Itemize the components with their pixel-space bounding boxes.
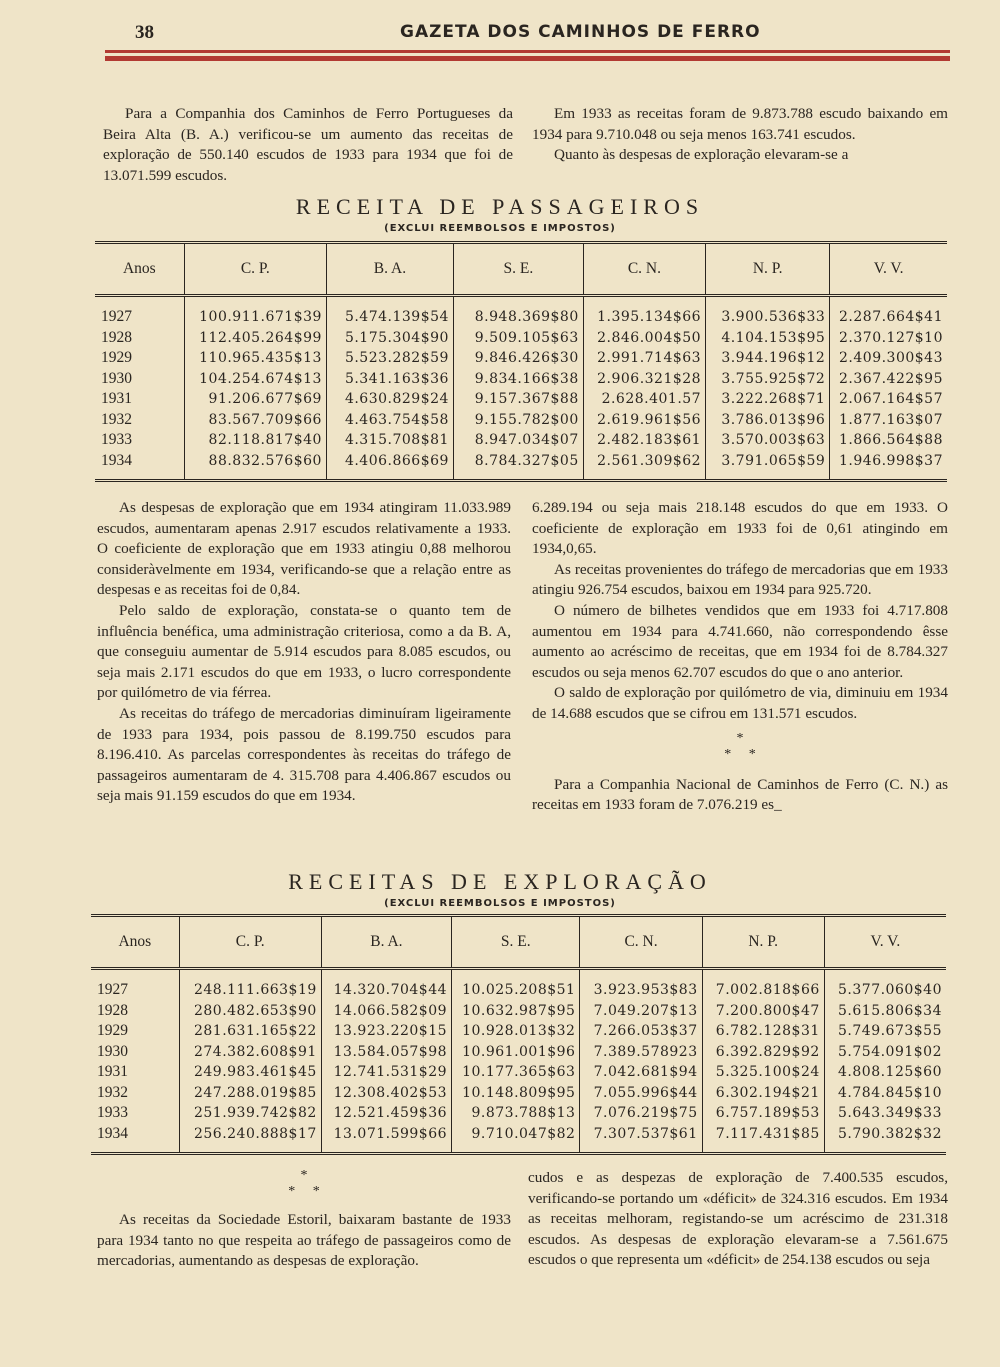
body-paragraph: O saldo de exploração por quilómetro de via, diminuiu em 1934 de 14.688 escudos que se cifrou em 131.571 escudos. [532,684,948,722]
intro-right-column [532,104,948,166]
value-cell: 2.561.309$62 [583,451,705,481]
year-cell: 1931 [97,1063,128,1081]
value-cell: 10.928.013$32 [452,1021,580,1042]
year-cell: 1930 [101,369,132,387]
section-separator-stars [97,1168,511,1200]
value-cell: 10.025.208$51 [452,969,580,1001]
table-row [91,1001,946,1022]
value-cell: 5.523.282$59 [326,348,453,369]
value-cell: 274.382.608$91 [179,1042,321,1063]
middle-left-column [97,498,511,807]
table-row [95,430,947,451]
value-cell: 3.923.953$83 [580,969,702,1001]
year-cell: 1932 [97,1083,128,1101]
value-cell: 10.961.001$96 [452,1042,580,1063]
value-cell: 248.111.663$19 [179,969,321,1001]
value-cell: 14.066.582$09 [321,1001,451,1022]
body-paragraph: As despesas de exploração que em 1934 atingiram 11.033.989 escudos, aumentaram apenas 2.917 escudos relativamente a 1933. O coeficiente de exploração que em 1933 atingiu 0,88 melhorou consideràvelmente em 1934, verificando-se que a relação entre as despesas e as receitas foi de 0,84. [97,499,511,599]
value-cell: 2.906.321$28 [583,369,705,390]
bottom-left-column [97,1168,511,1272]
value-cell: 104.254.674$13 [184,369,326,390]
year-cell: 1927 [97,981,128,999]
body-paragraph: As receitas do tráfego de mercadorias diminuíram ligeiramente de 1933 para 1934, pois passou de 8.199.750 escudos para 8.196.410. As parcelas correspondentes às receitas do tráfego de passageiros aumentaram de 4. 315.708 para 4.406.867 escudos ou seja mais 91.159 escudos do que em 1934. [97,704,511,805]
year-cell: 1929 [101,349,132,367]
value-cell: 8.947.034$07 [453,430,583,451]
value-cell: 3.755.925$72 [706,369,830,390]
value-cell: 2.482.183$61 [583,430,705,451]
table-row [95,389,947,410]
value-cell: 280.482.653$90 [179,1001,321,1022]
column-header: B. A. [326,243,453,296]
column-header: B. A. [321,916,451,969]
value-cell: 100.911.671$39 [184,296,326,328]
value-cell: 8.948.369$80 [453,296,583,328]
value-cell: 5.615.806$34 [824,1001,946,1022]
value-cell: 4.784.845$10 [824,1083,946,1104]
value-cell: 9.157.367$88 [453,389,583,410]
year-cell: 1927 [101,308,132,326]
year-cell: 1934 [101,451,132,469]
value-cell: 2.367.422$95 [830,369,947,390]
value-cell: 247.288.019$85 [179,1083,321,1104]
value-cell: 2.370.127$10 [830,328,947,349]
table-row [91,1103,946,1124]
value-cell: 256.240.888$17 [179,1124,321,1154]
intro-left-column [103,104,513,186]
value-cell: 6.757.189$53 [702,1103,824,1124]
value-cell: 2.628.401.57 [583,389,705,410]
value-cell: 2.619.961$56 [583,410,705,431]
value-cell: 9.509.105$63 [453,328,583,349]
value-cell: 10.148.809$95 [452,1083,580,1104]
column-header: N. P. [706,243,830,296]
value-cell: 13.584.057$98 [321,1042,451,1063]
value-cell: 13.923.220$15 [321,1021,451,1042]
table-header-row [91,916,946,969]
value-cell: 7.266.053$37 [580,1021,702,1042]
value-cell: 7.200.800$47 [702,1001,824,1022]
value-cell: 5.175.304$90 [326,328,453,349]
column-header: C. P. [179,916,321,969]
year-cell: 1932 [101,410,132,428]
value-cell: 9.846.426$30 [453,348,583,369]
value-cell: 5.325.100$24 [702,1062,824,1083]
value-cell: 4.406.866$69 [326,451,453,481]
value-cell: 5.749.673$55 [824,1021,946,1042]
value-cell: 91.206.677$69 [184,389,326,410]
table-subtitle: (EXCLUI REEMBOLSOS E IMPOSTOS) [384,898,616,909]
value-cell: 3.944.196$12 [706,348,830,369]
header-rule-thick [105,56,950,61]
value-cell: 3.570.003$63 [706,430,830,451]
column-header: V. V. [824,916,946,969]
value-cell: 88.832.576$60 [184,451,326,481]
bottom-right-column [528,1168,948,1271]
header-rule [105,50,950,53]
value-cell: 112.405.264$99 [184,328,326,349]
section-separator-stars [532,731,948,763]
value-cell: 6.392.829$92 [702,1042,824,1063]
year-cell: 1929 [97,1022,128,1040]
value-cell: 2.846.004$50 [583,328,705,349]
year-cell: 1928 [97,1001,128,1019]
value-cell: 5.474.139$54 [326,296,453,328]
value-cell: 4.630.829$24 [326,389,453,410]
column-header: C. N. [580,916,702,969]
table-row [91,1083,946,1104]
operating-revenue-table [91,914,946,1155]
value-cell: 9.873.788$13 [452,1103,580,1124]
table-row [95,328,947,349]
table-row [91,1021,946,1042]
value-cell: 5.341.163$36 [326,369,453,390]
value-cell: 5.643.349$33 [824,1103,946,1124]
value-cell: 2.991.714$63 [583,348,705,369]
body-paragraph: 6.289.194 ou seja mais 218.148 escudos do que em 1933. O coeficiente de exploração em 1933 foi de 0,61 atingindo em 1934,0,65. [532,499,948,558]
value-cell: 3.791.065$59 [706,451,830,481]
intro-paragraph: Em 1933 as receitas foram de 9.873.788 escudo baixando em 1934 para 9.710.048 ou seja menos 163.741 escudos. [532,105,948,143]
value-cell: 1.946.998$37 [830,451,947,481]
body-paragraph: As receitas provenientes do tráfego de mercadorias que em 1933 atingiu 926.754 escudos, baixou em 1934 para 925.720. [532,560,948,599]
value-cell: 82.118.817$40 [184,430,326,451]
column-header: V. V. [830,243,947,296]
value-cell: 7.076.219$75 [580,1103,702,1124]
table-title: RECEITA DE PASSAGEIROS [295,194,705,219]
body-paragraph: Pelo saldo de exploração, constata-se o quanto tem de influência benéfica, uma administração criteriosa, como a da B. A, que conseguiu aumentar de 5.914 escudos para 8.085 escudos, ou seja mais 2.171 escudos do que em 1933, o lucro correspondente por quilómetro de via férrea. [97,601,511,702]
value-cell: 7.049.207$13 [580,1001,702,1022]
table-row [91,1124,946,1154]
value-cell: 7.055.996$44 [580,1083,702,1104]
table-title: RECEITAS DE EXPLORAÇÃO [288,869,712,894]
page-number: 38 [135,22,154,43]
year-cell: 1931 [101,390,132,408]
value-cell: 5.790.382$32 [824,1124,946,1154]
table-row [95,296,947,328]
value-cell: 4.808.125$60 [824,1062,946,1083]
column-header: S. E. [453,243,583,296]
value-cell: 281.631.165$22 [179,1021,321,1042]
table-row [95,410,947,431]
value-cell: 7.117.431$85 [702,1124,824,1154]
value-cell: 3.900.536$33 [706,296,830,328]
value-cell: 4.104.153$95 [706,328,830,349]
value-cell: 6.302.194$21 [702,1083,824,1104]
star: * [300,1168,308,1183]
value-cell: 9.155.782$00 [453,410,583,431]
value-cell: 13.071.599$66 [321,1124,451,1154]
value-cell: 9.710.047$82 [452,1124,580,1154]
table-row [95,348,947,369]
table-header-row [95,243,947,296]
value-cell: 3.222.268$71 [706,389,830,410]
intro-paragraph: Quanto às despesas de exploração elevaram-se a [554,146,849,164]
column-header: Anos [122,260,156,277]
year-cell: 1933 [97,1104,128,1122]
publication-title: GAZETA DOS CAMINHOS DE FERRO [400,22,761,42]
value-cell: 12.308.402$53 [321,1083,451,1104]
star: * * [288,1184,320,1199]
year-cell: 1928 [101,328,132,346]
column-header: N. P. [702,916,824,969]
value-cell: 249.983.461$45 [179,1062,321,1083]
value-cell: 2.409.300$43 [830,348,947,369]
value-cell: 251.939.742$82 [179,1103,321,1124]
value-cell: 10.177.365$63 [452,1062,580,1083]
body-paragraph: cudos e as despezas de exploração de 7.400.535 escudos, verificando-se portando um «déficit» de 324.316 escudos. Em 1934 as receitas melhoram, registando-se um acréscimo de 231.318 escudos. As despesas de exploração elevaram-se a 7.561.675 escudos o que representa um «déficit» de 254.138 escudos ou seja [528,1169,948,1269]
intro-paragraph: Para a Companhia dos Caminhos de Ferro Portugueses da Beira Alta (B. A.) verificou-se um aumento das receitas de exploração de 550.140 escudos de 1933 para 1934 que foi de 13.071.599 escudos. [103,105,513,184]
star: * [736,730,744,746]
value-cell: 10.632.987$95 [452,1001,580,1022]
year-cell: 1933 [101,431,132,449]
value-cell: 4.315.708$81 [326,430,453,451]
value-cell: 7.389.578923 [580,1042,702,1063]
value-cell: 6.782.128$31 [702,1021,824,1042]
table-subtitle: (EXCLUI REEMBOLSOS E IMPOSTOS) [384,223,616,234]
table-row [95,451,947,481]
value-cell: 2.287.664$41 [830,296,947,328]
table-row [91,1062,946,1083]
column-header: Anos [118,933,152,950]
value-cell: 12.521.459$36 [321,1103,451,1124]
year-cell: 1930 [97,1042,128,1060]
value-cell: 2.067.164$57 [830,389,947,410]
value-cell: 7.307.537$61 [580,1124,702,1154]
value-cell: 1.877.163$07 [830,410,947,431]
column-header: C. N. [583,243,705,296]
value-cell: 1.395.134$66 [583,296,705,328]
value-cell: 83.567.709$66 [184,410,326,431]
value-cell: 5.377.060$40 [824,969,946,1001]
body-paragraph: As receitas da Sociedade Estoril, baixaram bastante de 1933 para 1934 tanto no que respeita ao tráfego de passageiros como de mercadorias, aumentando as despesas de exploração. [97,1211,511,1270]
value-cell: 3.786.013$96 [706,410,830,431]
value-cell: 4.463.754$58 [326,410,453,431]
table-row [95,369,947,390]
passenger-revenue-table [95,241,947,482]
table-row [91,969,946,1001]
value-cell: 7.002.818$66 [702,969,824,1001]
middle-right-column [532,498,948,816]
value-cell: 1.866.564$88 [830,430,947,451]
body-paragraph: O número de bilhetes vendidos que em 1933 foi 4.717.808 aumentou em 1934 para 4.741.660, não correspondendo êsse aumento ao acréscimo de receitas, que em 1934 foi de 8.784.327 escudos ou seja menos 62.707 escudos do que o ano anterior. [532,601,948,681]
value-cell: 14.320.704$44 [321,969,451,1001]
value-cell: 8.784.327$05 [453,451,583,481]
value-cell: 12.741.531$29 [321,1062,451,1083]
year-cell: 1934 [97,1124,128,1142]
value-cell: 7.042.681$94 [580,1062,702,1083]
value-cell: 110.965.435$13 [184,348,326,369]
body-paragraph: Para a Companhia Nacional de Caminhos de Ferro (C. N.) as receitas em 1933 foram de 7.076.219 es_ [532,775,948,814]
column-header: C. P. [184,243,326,296]
column-header: S. E. [452,916,580,969]
value-cell: 5.754.091$02 [824,1042,946,1063]
table-row [91,1042,946,1063]
value-cell: 9.834.166$38 [453,369,583,390]
star: * * [724,746,756,762]
